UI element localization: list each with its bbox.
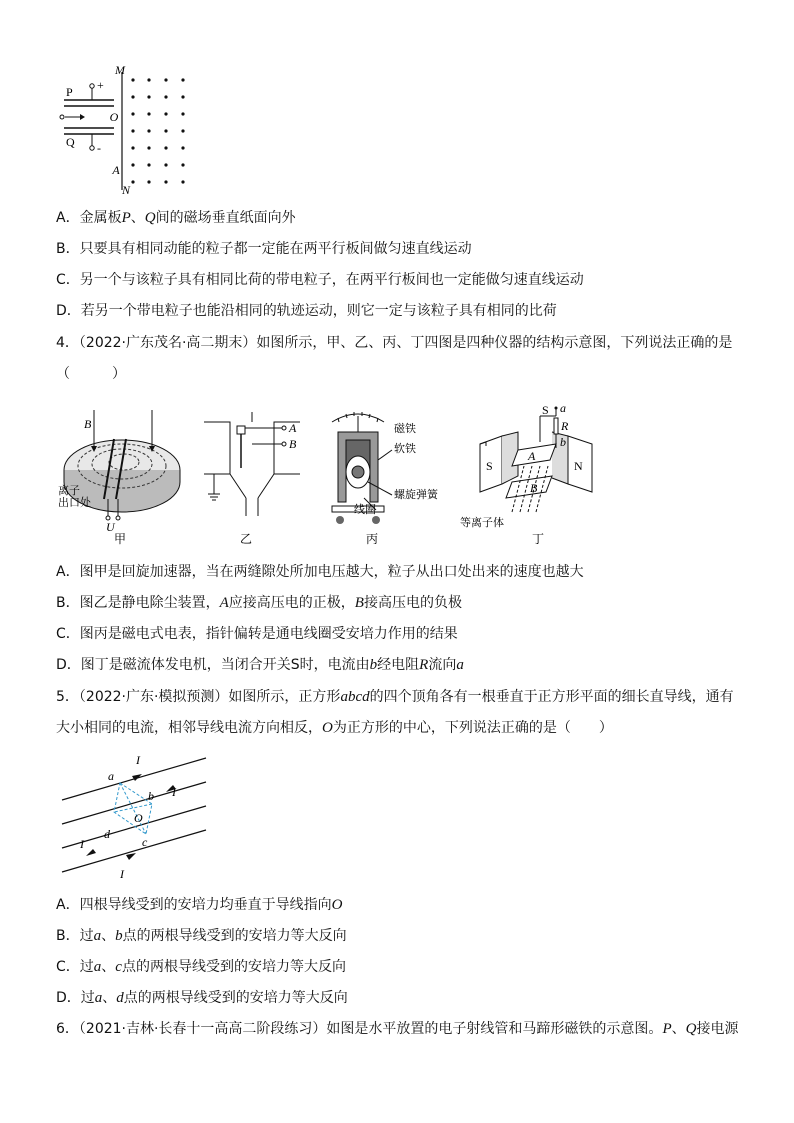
ding-label-R: R [561,419,569,433]
ding-caption: 丁 [532,532,545,546]
figure-yi-precipitator [200,404,310,544]
ding-label-plasma: 等离子体 [460,516,504,529]
q5-stem-line2 [56,719,613,737]
q5-label-O: O [134,811,143,825]
q5-figure [56,752,216,882]
var-P: P [121,210,131,226]
q5-stem-part1: 5．（2022·广东·模拟预测）如图所示，正方形 [56,689,341,705]
q3-option-a [56,209,296,227]
var-Q: Q [685,1021,697,1037]
label-Q: Q [66,135,75,149]
bing-label-spring: 螺旋弹簧 [394,488,438,501]
q4-stem-line1: 4．（2022·广东茂名·高二期末）如图所示，甲、乙、丙、丁四图是四种仪器的结构示意图，下列说法正确的是 [56,335,733,351]
label-P: P [66,85,73,99]
label-A: A [112,163,120,177]
q5-label-d: d [104,827,110,841]
q5-stem-part4: 为正方形的中心，下列说法正确的是（ ） [332,720,613,736]
sep: 、 [101,928,116,944]
q3-option-b: B．只要具有相同动能的粒子都一定能在两平行板间做匀速直线运动 [56,241,472,257]
q3-option-a-text: A．金属板 [56,210,122,226]
sep: 、 [130,210,145,226]
ding-label-A: A [528,449,536,463]
q5-option-c-text: C．过 [56,959,94,975]
q5-stem-line1 [56,688,734,706]
sep: 、 [101,959,116,975]
var-a: a [94,990,103,1006]
var-c: c [115,959,122,975]
label-minus: - [97,141,101,155]
label-plus: + [97,78,104,92]
bing-label-coil: 线圈 [354,503,376,516]
var-P: P [662,1021,672,1037]
q5-option-b-tail: 点的两根导线受到的安培力等大反向 [122,928,347,944]
ding-label-S-switch: S [542,403,549,417]
q4-option-b-text: B．图乙是静电除尘装置， [56,595,220,611]
q5-option-a-text: A．四根导线受到的安培力均垂直于导线指向 [56,897,332,913]
var-a: a [456,657,464,673]
q4-option-d-text: D．图丁是磁流体发电机，当闭合开关S时，电流由 [56,657,370,673]
q5-option-a [56,896,342,914]
q4-option-d-mid: 经电阻 [377,657,420,673]
var-Q: Q [144,210,156,226]
ding-label-S: S [486,459,493,473]
sep: 、 [102,990,117,1006]
q4-option-a: A．图甲是回旋加速器，当在两缝隙处所加电压越大，粒子从出口处出来的速度也越大 [56,564,584,580]
var-R: R [419,657,429,673]
q5-label-I-2: I [172,785,176,799]
q5-option-c [56,958,346,976]
var-a: a [93,959,102,975]
ding-label-B: B [530,481,538,495]
q6-stem-part2: 接电源 [696,1021,739,1037]
q5-stem-part3: 大小相同的电流，相邻导线电流方向相反， [56,720,322,736]
jia-label-B: B [84,417,92,431]
figure-jia-cyclotron [56,404,186,544]
figure-bing-galvanometer [318,402,438,544]
var-O: O [331,897,343,913]
ding-label-a: a [560,401,566,415]
jia-exit-label-1: 离子 [58,484,80,497]
var-abcd: abcd [340,689,370,705]
q4-option-b-tail: 接高压电的负极 [363,595,462,611]
q4-option-c: C．图丙是磁电式电表，指针偏转是通电线圈受安培力作用的结果 [56,626,458,642]
jia-label-U: U [106,520,115,534]
q5-option-b-text: B．过 [56,928,94,944]
var-a: a [93,928,102,944]
var-d: d [116,990,124,1006]
q3-option-d: D．若另一个带电粒子也能沿相同的轨迹运动，则它一定与该粒子具有相同的比荷 [56,303,557,319]
var-A: A [219,595,229,611]
q3-figure [56,62,196,197]
figure-ding-mhd-generator [460,401,612,546]
q6-stem-part1: 6．（2021·吉林·长春十一高高二阶段练习）如图是水平放置的电子射线管和马蹄形磁铁的示意图。 [56,1021,663,1037]
bing-label-magnet: 磁铁 [394,422,416,435]
label-O: O [109,110,119,124]
q5-label-I-3: I [80,837,84,851]
var-B: B [354,595,364,611]
sep: 、 [671,1021,686,1037]
q3-option-a-tail: 间的磁场垂直纸面向外 [155,210,296,226]
q5-label-c: c [142,835,148,849]
var-b: b [115,928,123,944]
q5-label-I-4: I [120,867,124,881]
q5-label-b: b [148,789,154,803]
var-O: O [322,720,333,736]
q5-option-b [56,927,347,945]
yi-label-A: A [289,421,297,435]
yi-caption: 乙 [240,532,253,546]
q3-option-c: C．另一个与该粒子具有相同比荷的带电粒子，在两平行板间也一定能做匀速直线运动 [56,272,584,288]
q5-label-I-1: I [136,753,140,767]
q5-option-d-text: D．过 [56,990,95,1006]
ding-label-N: N [574,459,583,473]
bing-label-soft-iron: 软铁 [394,442,416,455]
jia-caption: 甲 [114,532,127,546]
q5-option-d [56,989,348,1007]
label-M: M [115,63,125,77]
q4-option-b [56,594,462,612]
q5-stem-part2: 的四个顶角各有一根垂直于正方形平面的细长直导线，通有 [369,689,734,705]
q4-option-d-mid2: 流向 [428,657,457,673]
q4-stem-line2: （ ） [56,366,126,382]
q4-option-b-mid: 应接高压电的正极， [228,595,355,611]
var-b: b [369,657,378,673]
q4-option-d [56,656,464,674]
label-N: N [121,183,131,197]
yi-label-B: B [289,437,297,451]
bing-caption: 丙 [366,532,379,546]
q5-option-d-tail: 点的两根导线受到的安培力等大反向 [123,990,348,1006]
q5-label-a: a [108,769,114,783]
ding-label-b: b [560,435,566,449]
jia-exit-label-2: 出口处 [58,496,91,509]
q5-option-c-tail: 点的两根导线受到的安培力等大反向 [121,959,346,975]
magnetic-field-dots [131,78,184,183]
q6-stem-line1 [56,1020,738,1038]
